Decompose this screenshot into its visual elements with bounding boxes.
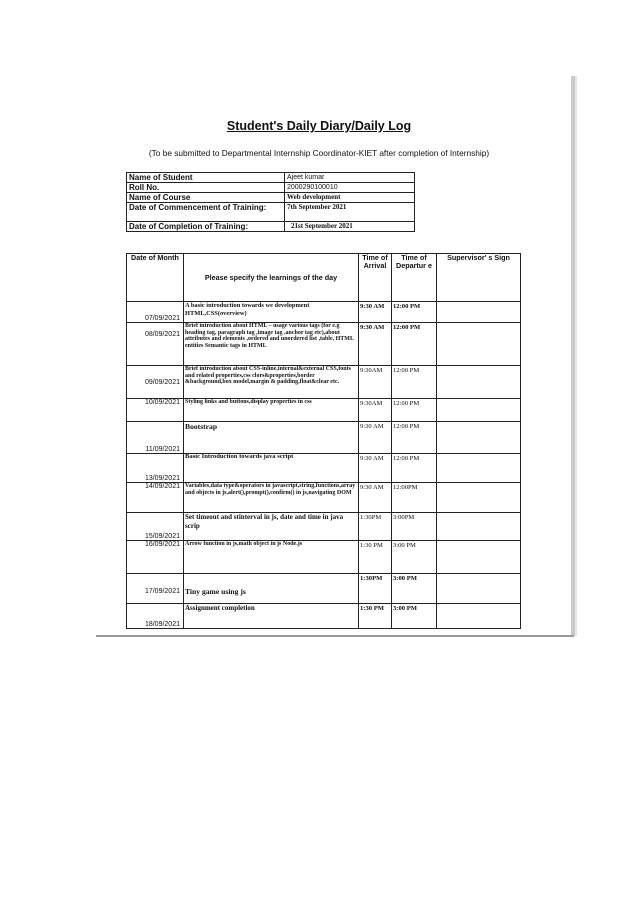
log-learning: Variables,data type&operators in javascript,string,functions,array and objects in js,alert(),prompt(),confirm() in js,navigating DOM — [184, 483, 359, 513]
log-learning: Assignment completion — [184, 604, 359, 629]
log-row — [127, 366, 521, 399]
log-date: 11/09/2021 — [127, 422, 184, 454]
log-departure: 12:00PM — [392, 483, 437, 513]
document-subtitle: (To be submitted to Departmental Internship Coordinator-KIET after completion of Internship) — [148, 148, 490, 158]
log-departure: 3:00 PM — [392, 604, 437, 629]
log-sign — [437, 366, 521, 399]
log-row — [127, 422, 521, 454]
info-row — [127, 193, 415, 203]
log-learning: Arrow function in js,math object in js Node.js — [184, 541, 359, 574]
log-arrival: 9:30AM — [359, 399, 392, 422]
log-arrival: 9:30 AM — [359, 422, 392, 454]
log-row — [127, 399, 521, 422]
page-bottom-edge — [96, 635, 574, 637]
log-row — [127, 323, 521, 366]
log-learning: A basic introduction towards we development HTML,CSS(overview) — [184, 302, 359, 323]
info-row — [127, 173, 415, 183]
log-date: 15/09/2021 — [127, 513, 184, 541]
log-date: 10/09/2021 — [127, 399, 184, 422]
log-date: 13/09/2021 — [127, 454, 184, 483]
info-row — [127, 222, 415, 232]
log-date: 08/09/2021 — [127, 323, 184, 366]
student-info-table — [126, 172, 415, 232]
info-label: Roll No. — [127, 183, 285, 193]
info-label: Date of Commencement of Training: — [127, 203, 285, 222]
log-sign — [437, 454, 521, 483]
info-value: 7th September 2021 — [285, 203, 415, 222]
log-date: 09/09/2021 — [127, 366, 184, 399]
header-arrival: Time of Arrival — [359, 254, 392, 302]
info-value: Ajeet kumar — [285, 173, 415, 183]
header-learning: Please specify the learnings of the day — [184, 254, 359, 302]
info-value: 2000290100010 — [285, 183, 415, 193]
log-learning: Brief introduction about CSS-inline,internal&external CSS,fonts and related properties,css clors&properties,border &background,box model,margin & padding,float&clear etc. — [184, 366, 359, 399]
log-learning: Set timeout and stinterval in js, date and time in java scrip — [184, 513, 359, 541]
log-row — [127, 513, 521, 541]
info-row — [127, 203, 415, 222]
log-sign — [437, 604, 521, 629]
log-header-row — [127, 254, 521, 302]
log-row — [127, 302, 521, 323]
log-learning: Styling links and buttons,display properties in css — [184, 399, 359, 422]
log-departure: 3:00PM — [392, 513, 437, 541]
page-edge-shadow-light — [575, 76, 577, 636]
log-date: 18/09/2021 — [127, 604, 184, 629]
log-date: 16/09/2021 — [127, 541, 184, 574]
log-departure: 3:00 PM — [392, 574, 437, 604]
log-learning: Brief introduction about HTML – usage various tags (for e.g heading tag, paragraph tag ,image tag ,anchor tag etc),about attributes and elements ,ordered and unordered list ,table, HTML entities Semantic tags in HTML — [184, 323, 359, 366]
log-learning: Tiny game using js — [184, 574, 359, 604]
log-sign — [437, 302, 521, 323]
log-arrival: 1:30 PM — [359, 604, 392, 629]
log-arrival: 9:30AM — [359, 366, 392, 399]
log-arrival: 1:30PM — [359, 513, 392, 541]
log-departure: 12:00 PM — [392, 422, 437, 454]
info-label: Date of Completion of Training: — [127, 222, 285, 232]
log-sign — [437, 422, 521, 454]
log-row — [127, 604, 521, 629]
log-row — [127, 454, 521, 483]
document-title: Student's Daily Diary/Daily Log — [226, 119, 412, 133]
log-sign — [437, 513, 521, 541]
log-arrival: 9:30 AM — [359, 323, 392, 366]
log-date: 07/09/2021 — [127, 302, 184, 323]
log-row — [127, 483, 521, 513]
log-arrival: 1:30 PM — [359, 541, 392, 574]
log-departure: 12:00 PM — [392, 399, 437, 422]
log-learning: Bootstrap — [184, 422, 359, 454]
log-arrival: 9:30 AM — [359, 302, 392, 323]
header-date: Date of Month — [127, 254, 184, 302]
log-departure: 3:00 PM — [392, 541, 437, 574]
header-departure: Time of Departur e — [392, 254, 437, 302]
log-arrival: 9:30 AM — [359, 454, 392, 483]
info-value: Web development — [285, 193, 415, 203]
log-sign — [437, 323, 521, 366]
info-row — [127, 183, 415, 193]
log-departure: 12:00 PM — [392, 366, 437, 399]
info-label: Name of Course — [127, 193, 285, 203]
header-supervisor-sign: Supervisor' s Sign — [437, 254, 521, 302]
log-row — [127, 574, 521, 604]
log-departure: 12:00 PM — [392, 454, 437, 483]
info-label: Name of Student — [127, 173, 285, 183]
log-arrival: 1:30PM — [359, 574, 392, 604]
log-row — [127, 541, 521, 574]
log-sign — [437, 574, 521, 604]
daily-log-table — [126, 253, 521, 629]
log-sign — [437, 399, 521, 422]
log-arrival: 9:30 AM — [359, 483, 392, 513]
info-value: 21st September 2021 — [285, 222, 415, 232]
log-learning: Basic Introduction towards java script — [184, 454, 359, 483]
log-sign — [437, 541, 521, 574]
log-date: 17/09/2021 — [127, 574, 184, 604]
log-departure: 12:00 PM — [392, 323, 437, 366]
log-sign — [437, 483, 521, 513]
log-departure: 12:00 PM — [392, 302, 437, 323]
log-date: 14/09/2021 — [127, 483, 184, 513]
